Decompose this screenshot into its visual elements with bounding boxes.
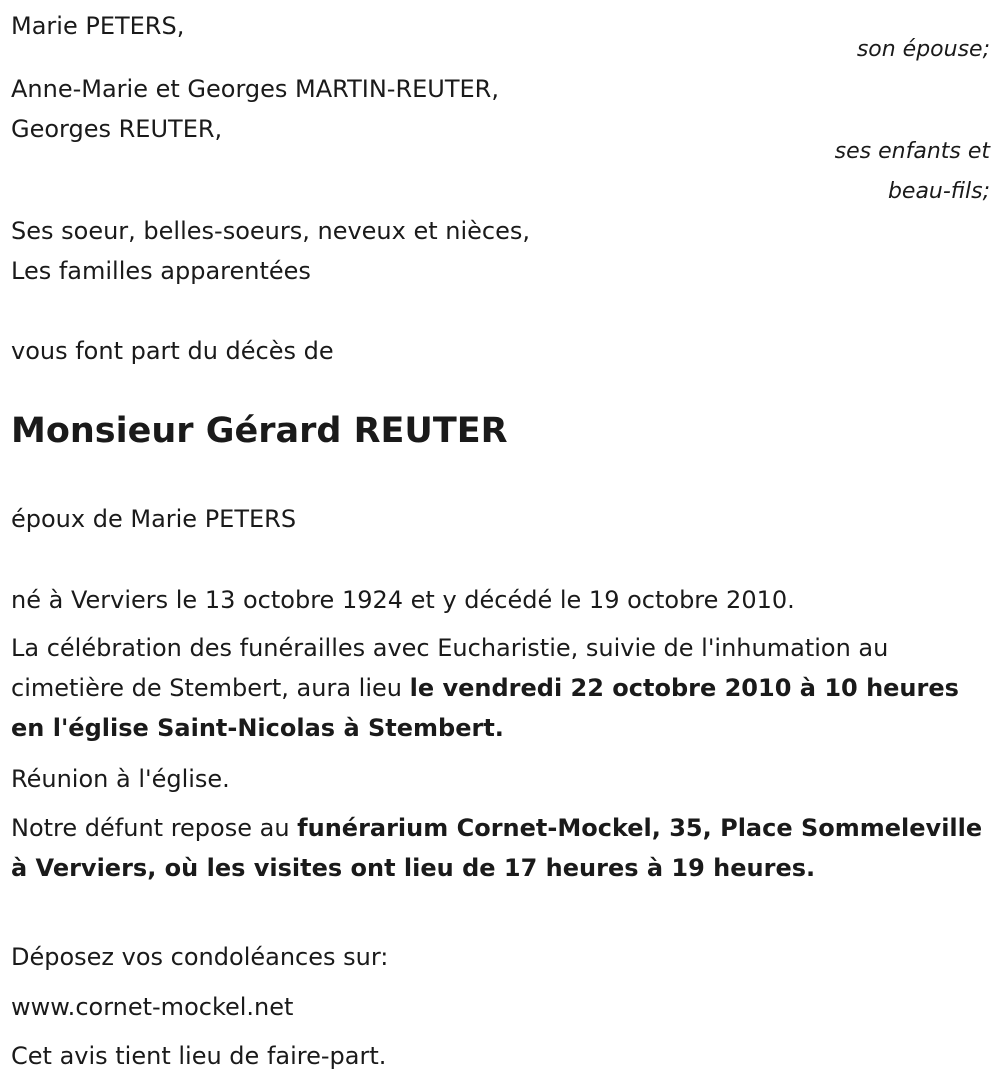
children-line-2: Georges REUTER, — [11, 115, 223, 143]
spouse-of: époux de Marie PETERS — [11, 505, 297, 533]
spouse-name: Marie PETERS, — [11, 12, 185, 40]
reunion-text: Réunion à l'église. — [11, 765, 230, 793]
condolences-link[interactable]: www.cornet-mockel.net — [11, 993, 294, 1021]
condolences-label: Déposez vos condoléances sur: — [11, 943, 389, 971]
others-line-2: Les familles apparentées — [11, 257, 311, 285]
funeral-paragraph — [11, 628, 986, 748]
repose-text: Notre défunt repose au — [11, 814, 298, 842]
others-line-1: Ses soeur, belles-soeurs, neveux et nièces, — [11, 217, 531, 245]
children-role-line-2: beau-fils; — [887, 179, 990, 204]
spouse-role: son épouse; — [856, 37, 990, 62]
birth-death: né à Verviers le 13 octobre 1924 et y décédé le 19 octobre 2010. — [11, 586, 795, 614]
funeral-text: La célébration des funérailles avec Eucharistie, suivie de l'inhumation au cimetière de Stembert, aura lieu — [11, 634, 889, 702]
deceased-name: Monsieur Gérard REUTER — [11, 411, 508, 451]
children-role-line-1: ses enfants et — [834, 139, 990, 164]
funeral-date-location: le vendredi 22 octobre 2010 à 10 heures en l'église Saint-Nicolas à Stembert. — [11, 674, 959, 742]
intro-text: vous font part du décès de — [11, 337, 334, 365]
footer-notice: Cet avis tient lieu de faire-part. — [11, 1042, 387, 1070]
condolences-url-line — [11, 991, 293, 1023]
repose-paragraph — [11, 808, 986, 888]
children-line-1: Anne-Marie et Georges MARTIN-REUTER, — [11, 75, 499, 103]
repose-location: funérarium Cornet-Mockel, 35, Place Sommeleville à Verviers, où les visites ont lieu de 17 heures à 19 heures. — [11, 814, 983, 882]
